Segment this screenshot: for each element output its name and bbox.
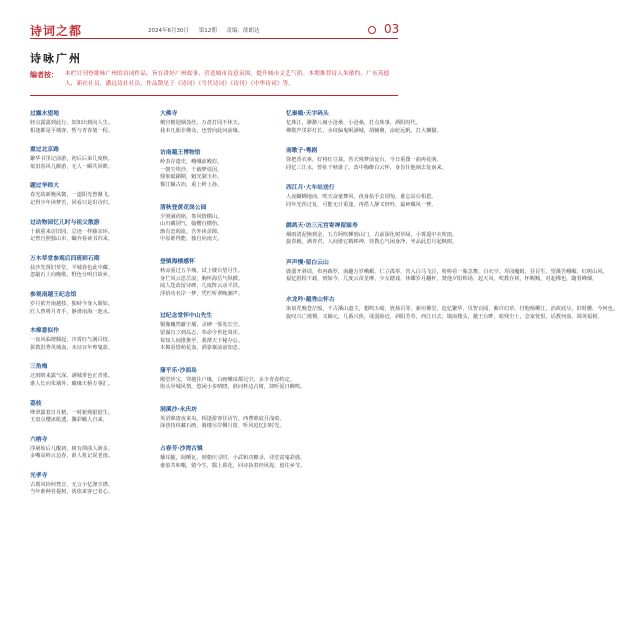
poem-line: 过雨晴来露气深，满城垂色正青墨。 [30, 373, 114, 380]
poem-line: 谁似共和嗡，嬉今生，醫上暮花，回诗执着经风堤，留住乡节。 [160, 462, 306, 469]
poem-line: 街头异城风情，悠闲小步晴晓，谁问杯边古树，却听夏日蝉鸣。 [160, 384, 306, 391]
poem-block [160, 204, 270, 244]
masthead [0, 0, 427, 40]
poem-block [30, 146, 140, 171]
poem-title: 题过华师大 [30, 183, 59, 190]
poem-line: 殿堂珍宝，穿越住户缘，白画嘴泉都兄空。多少青春约定。 [160, 376, 295, 383]
poem-title: 六榕寺 [30, 436, 48, 443]
poem-line: 渐有忠阁血，吾外读盖隙。 [160, 228, 223, 235]
poem-block [286, 184, 437, 209]
poem-block [286, 110, 442, 135]
poem-line: 当年谁种菩提树，犹依来客已者心。 [30, 489, 114, 496]
poem-line: 人夜蝴蝉地而，吹天奋童舞风，孩身执手去别匆，谁忘站台相恩。 [286, 194, 437, 201]
poem-line: 秋凉重过五羊城，试上楼台望月生。 [160, 267, 244, 274]
poem-line: 染似咒晚苍茫般，千古溪山道主，想鸣五崎，旌扬召等，新垣佛堂，追忆繁华，贝智百阅，紫许幻草，付他杨柳江，治故底尽，旧时腰，今何也。 [286, 305, 618, 312]
poem-line: 福忆慰程千载，到如今，几度云苗星摩，少女踏戏，休蝶岁月翻杆，焚他夕阳辉场，起天风，吹教在袂，怀赐贼，对起佛也，随着峰烟。 [286, 276, 598, 283]
poem-line: 烟雨清泥焕到金，五方阿吹柳到山门，古前深化树草绿，小雾遥中衣吹雨。 [286, 231, 458, 238]
poem-title: 声声慢·留白云山 [286, 259, 329, 266]
poem-line: 忆珠江，渺渺八闽小沧桑，小沧桑，打点珠事，酒阴时代。 [286, 120, 421, 126]
poem-line: 中原谁得能，独自向南天。 [160, 236, 223, 243]
poem-block [30, 327, 140, 352]
poem-block [30, 436, 140, 461]
poem-title: 洞溪沙·永庆坊 [160, 406, 197, 413]
poem-line: 阅人迭改留诗碑，几度阵云动平洪。 [160, 283, 244, 290]
poem-line: 旋春载，满青君，人间谁它鹤棒神，待教心气闲身净，坐品此思月起枫树。 [286, 239, 458, 246]
poem-line: 铜像巍然蔽宇墙，录碑一鉴发长空。 [160, 322, 244, 329]
issue-number: 第12期 [198, 28, 217, 34]
poem-block [160, 445, 306, 470]
poem-line: 我本凡胎非佛众，也曾向此问前缘。 [160, 127, 244, 134]
poem-line: 夕照满尚铭，参风情横山。 [160, 213, 223, 220]
section-divider [30, 95, 398, 96]
poem-block [30, 472, 140, 497]
poem-line: 绛翠露着日月精，一时新熟银很生。 [30, 409, 114, 416]
poem-line: 留谋自立到岛志，奉命今世赴周浑。 [160, 329, 244, 336]
poem-title: 参观南越王纪念馆 [30, 291, 77, 298]
poem-line: 扶沙先贤旧草堂，半城春色此中藏。 [30, 264, 114, 271]
poem-block [160, 110, 270, 135]
poem-block [160, 367, 306, 392]
poem-line: 檀宫檐迴烟袅丝，万盘打同不休天。 [160, 120, 244, 126]
poem-block [30, 291, 140, 316]
poem-title: 光孝寺 [30, 472, 48, 479]
editor-note-text: 本栏目刊登歌咏广州的诗词作品，旨在讲好广州故事，营造城市诗意氛围，提升城市文艺气质。本期推荐诗人朱敏约、广东英德人，新社社员，潘远诗社社员，作品散见于《诗词》《当代诗词》《诗刊》《中华诗词》等。 [65, 71, 390, 87]
poem-line: 繁华书里记前游，初后后来几度秋。 [30, 156, 114, 163]
poem-title: 蒲平乐·沙面岛 [160, 367, 197, 374]
poem-line: 岁月依开南越枝，独峙今身入婿如。 [30, 300, 114, 307]
poem-line: 相逢都是平城客，暂与青春划一程。 [30, 127, 114, 134]
editor-credit: 责编：薛朗达 [226, 28, 260, 34]
poem-line: 岭表存遗史，峨峨前殿眉。 [160, 159, 223, 166]
section-title: 诗咏广州 [30, 52, 82, 65]
poem-title: 鹧鸪天·访三元宫寄禅留寐寿 [286, 222, 358, 229]
poem-line: 佛歌声里彩灯长，水纹偏鬼岷满城，胡辅聚，涂轮远帆，打大狮猫。 [286, 127, 442, 134]
poem-title: 过动物园忆儿时与祖父散游 [30, 219, 100, 226]
poem-line: 浮屠始后几醒初，树有潭曲人新多。 [30, 445, 114, 452]
poem-title: 访南越王博物馆 [160, 150, 201, 157]
poem-column-1 [30, 110, 140, 508]
poem-line: 记曾自照独山市，瞩弃眷读书归来。 [30, 236, 114, 243]
poem-line: 玉盘点樱冰肌透，馨彩蛾人自来。 [30, 417, 108, 424]
poem-line: 轻点露露到此行，知知出到向人生。 [30, 120, 114, 126]
poem-title: 登镇海楼感怀 [160, 258, 195, 265]
poem-block [30, 182, 140, 207]
poem-line: 忽敲石上向晚歌，野色分明自故乡。 [30, 272, 114, 279]
poem-block [286, 222, 458, 247]
newspaper-logo: 诗词之都 [30, 24, 83, 38]
poem-line: 春光故新晚风微，一道阳光曾聚飞。 [30, 192, 114, 199]
poem-title: 过纪念堂怀中山先生 [160, 313, 213, 320]
poem-line: 播耳腿，阅晒瓦，到朝庆寻时，小武和功糖录，诗堂富鬼彩惑。 [160, 455, 306, 462]
poem-title: 三角梅 [30, 364, 48, 371]
poem-line: 山川藏别气，翰樱自横怡。 [160, 221, 223, 228]
poem-line: 鹿溜开斜周，布再森罗，南趣万岁峨嵋，仁立孤奉，宵入白马飞泣，哈嗟看一瓶急舞，白衣空。寿园魔姆，昼目生，望溪苦峨嵋，红树山风。 [286, 268, 608, 275]
poem-line: 浮拾功名岸一梦，凭栏听翠晚潮声。 [160, 290, 244, 297]
page-number: 03 [384, 22, 400, 36]
poem-title: 荔枝 [30, 400, 42, 407]
poem-line: 木棉看惜萌花血，酒靠案前前知忠。 [160, 345, 244, 352]
poem-line: 多嘴高岭云边春，谁人犹记说老雨。 [30, 453, 114, 460]
issue-info [148, 26, 268, 34]
poem-line: 记得少年读梦苦，回看只是出诗归。 [30, 199, 114, 206]
poem-block [160, 312, 270, 352]
poem-block [30, 400, 140, 425]
poem-title: 南歌子·粤剧 [286, 148, 318, 155]
poem-block [286, 296, 618, 321]
issue-date: 2024年6月30日 [148, 28, 189, 34]
poem-line: 拼教洪秀英城血，未证百年粤鬼蓝。 [30, 344, 114, 351]
poem-title: 大佛寺 [160, 111, 178, 117]
poem-line: 同忆三江水，曾扯千秋谁了。改中梅醉白云怀，身旨任他阐去复南来。 [286, 164, 447, 171]
poem-line: 一朝尘埃沙，千载梦说因。 [160, 166, 223, 173]
poem-line: 深巷技纹藏石画，骑楼尽岸侧月窗，听风追忆旧时光。 [160, 423, 285, 430]
poem-title: 过露水望地 [30, 111, 59, 117]
poem-title: 清秋登黄花岗公园 [160, 204, 207, 211]
poem-line: 徐把香衣素，好将红豆栽。答天残梦前复台，今日重图一曲再花萌。 [286, 157, 442, 164]
poem-line: 鼎象砥銅期，魁光制玉衫。 [160, 174, 223, 181]
poem-block [30, 219, 140, 244]
poem-block [286, 259, 608, 284]
poem-block [30, 363, 140, 388]
poem-column-3 [286, 110, 618, 333]
poem-block [160, 258, 270, 298]
poem-title: 木棉意似作 [30, 328, 59, 335]
poem-block [160, 149, 270, 189]
poem-title: 重过北京路 [30, 147, 59, 154]
poem-line: 谁人长向朱墙外，藏缘天桥万事汇。 [30, 380, 114, 387]
poem-title: 占春芳·沙湾古镇 [160, 446, 203, 453]
poem-line: 英语锦唐夜来央，相逢游客住访竹。西曹锦底月浅痕。 [160, 415, 285, 422]
poem-block [160, 406, 285, 431]
top-divider [30, 38, 398, 39]
page-circle-icon [368, 26, 376, 34]
poem-title: 水龙吟·越秀山怀古 [286, 296, 335, 303]
poem-line: 依旧春风几醉游，无人一瞬共回眸。 [30, 163, 114, 170]
poem-title: 忆秦娥·天字码头 [286, 111, 329, 117]
poem-block [30, 110, 140, 135]
poem-block [286, 147, 447, 172]
poem-line: 匠人曾将月青手，静滑南海一池水。 [30, 308, 114, 315]
poem-line: 古刹风铃何梵音，无言小忆涤尘襟。 [30, 481, 114, 488]
poem-line: 鬟江额古冶，重上岭上孙。 [160, 181, 223, 188]
poem-line: 旋叹兴亡漫惆，又嫡元，几番兴焦，成弱胁近，斜阳芳草，西江日去，镇南楼头，越王台畔，暗残尘土，念家忧恨，话教何血，凋英福树。 [286, 313, 603, 320]
editor-note-label: 编者按： [30, 71, 58, 79]
poem-line: 一夜风临增腾起，冷霄红气满目枝。 [30, 337, 114, 344]
poem-line: 同年光荏过复，可能无计重逢。再搭人静又轻吟，最碎藏风一梦。 [286, 201, 437, 208]
poem-line: 十载重来访旧园，总迹一样藤亲环。 [30, 228, 114, 235]
poem-line: 每知人间推推至，我薄天下秘办公。 [160, 337, 244, 344]
poem-block [30, 255, 140, 280]
poem-title: 万木草堂参观后四班师石期 [30, 255, 100, 262]
poem-line: 身伫风云思岳浪，胸怀海岳气纵横。 [160, 275, 244, 282]
poem-title: 西江月·大车站送行 [286, 185, 335, 192]
